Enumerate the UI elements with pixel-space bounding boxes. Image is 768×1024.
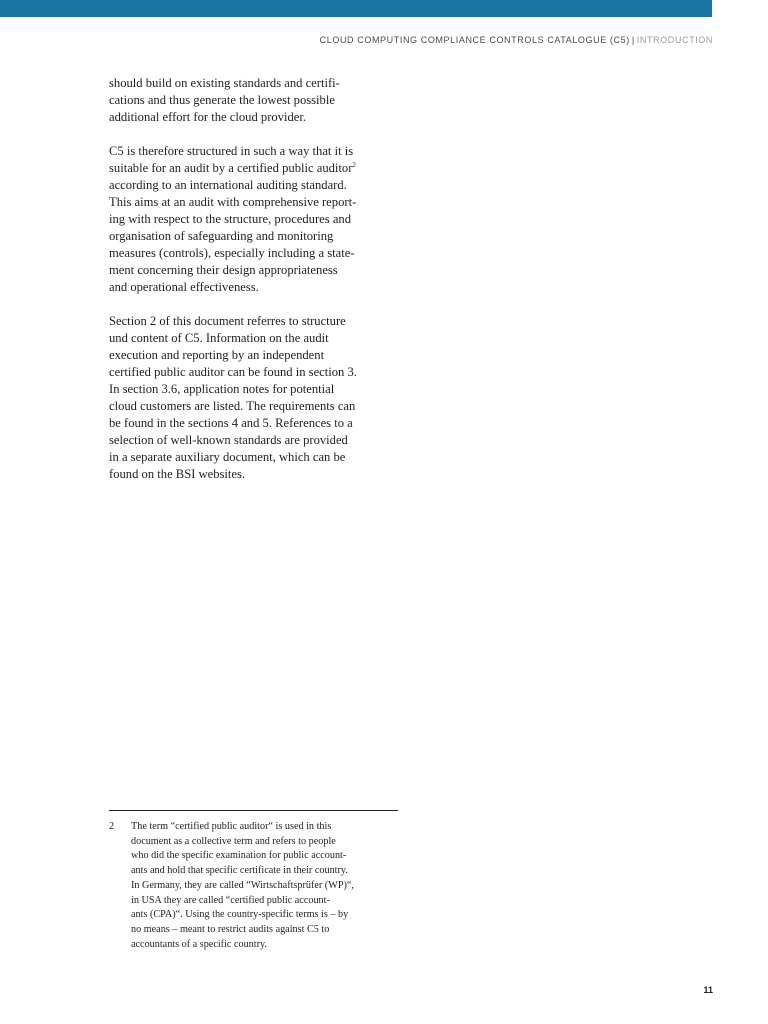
running-header <box>320 35 713 45</box>
footnote-number: 2 <box>109 821 115 832</box>
footnote-reference[interactable]: 2 <box>352 160 356 169</box>
footnote-text: The term “certified public auditor“ is used in this document as a collective term and refers to people who did the specific examination for public account- ants and hold that specific certificate in their country. In Germany, they are called “Wirtschaftsprüfer (WP)“, in USA they are called “certified public account- ants (CPA)“. Using the country-specific terms is – by no means – meant to restrict audits against C5 to accountants of a specific country. <box>131 821 354 950</box>
paragraph-2 <box>109 143 399 296</box>
header-separator: | <box>631 35 635 45</box>
paragraph-1: should build on existing standards and certifi- cations and thus generate the lowest possible additional effort for the cloud provider. <box>109 76 340 124</box>
body-text <box>109 75 399 500</box>
page-number: 11 <box>703 985 713 995</box>
footnote-divider <box>109 810 398 811</box>
document-title: CLOUD COMPUTING COMPLIANCE CONTROLS CATALOGUE (C5) <box>319 35 630 45</box>
header-color-bar <box>0 0 712 17</box>
paragraph-2-part-b: according to an international auditing standard. This aims at an audit with comprehensive report- ing with respect to the structure, procedures and organisation of safeguarding and monitoring measures (controls), especially including a state- ment concerning their design appropriateness and operational effectiveness. <box>109 178 357 294</box>
section-name: INTRODUCTION <box>636 35 713 45</box>
footnote <box>109 820 398 952</box>
paragraph-3: Section 2 of this document referres to structure und content of C5. Information on the audit execution and reporting by an independent certified public auditor can be found in section 3. In section 3.6, application notes for potential cloud customers are listed. The requirements can be found in the sections 4 and 5. References to a selection of well-known standards are provided in a separate auxiliary document, which can be found on the BSI websites. <box>109 314 357 481</box>
paragraph-2-part-a: C5 is therefore structured in such a way that it is suitable for an audit by a certified public auditor <box>109 144 354 175</box>
